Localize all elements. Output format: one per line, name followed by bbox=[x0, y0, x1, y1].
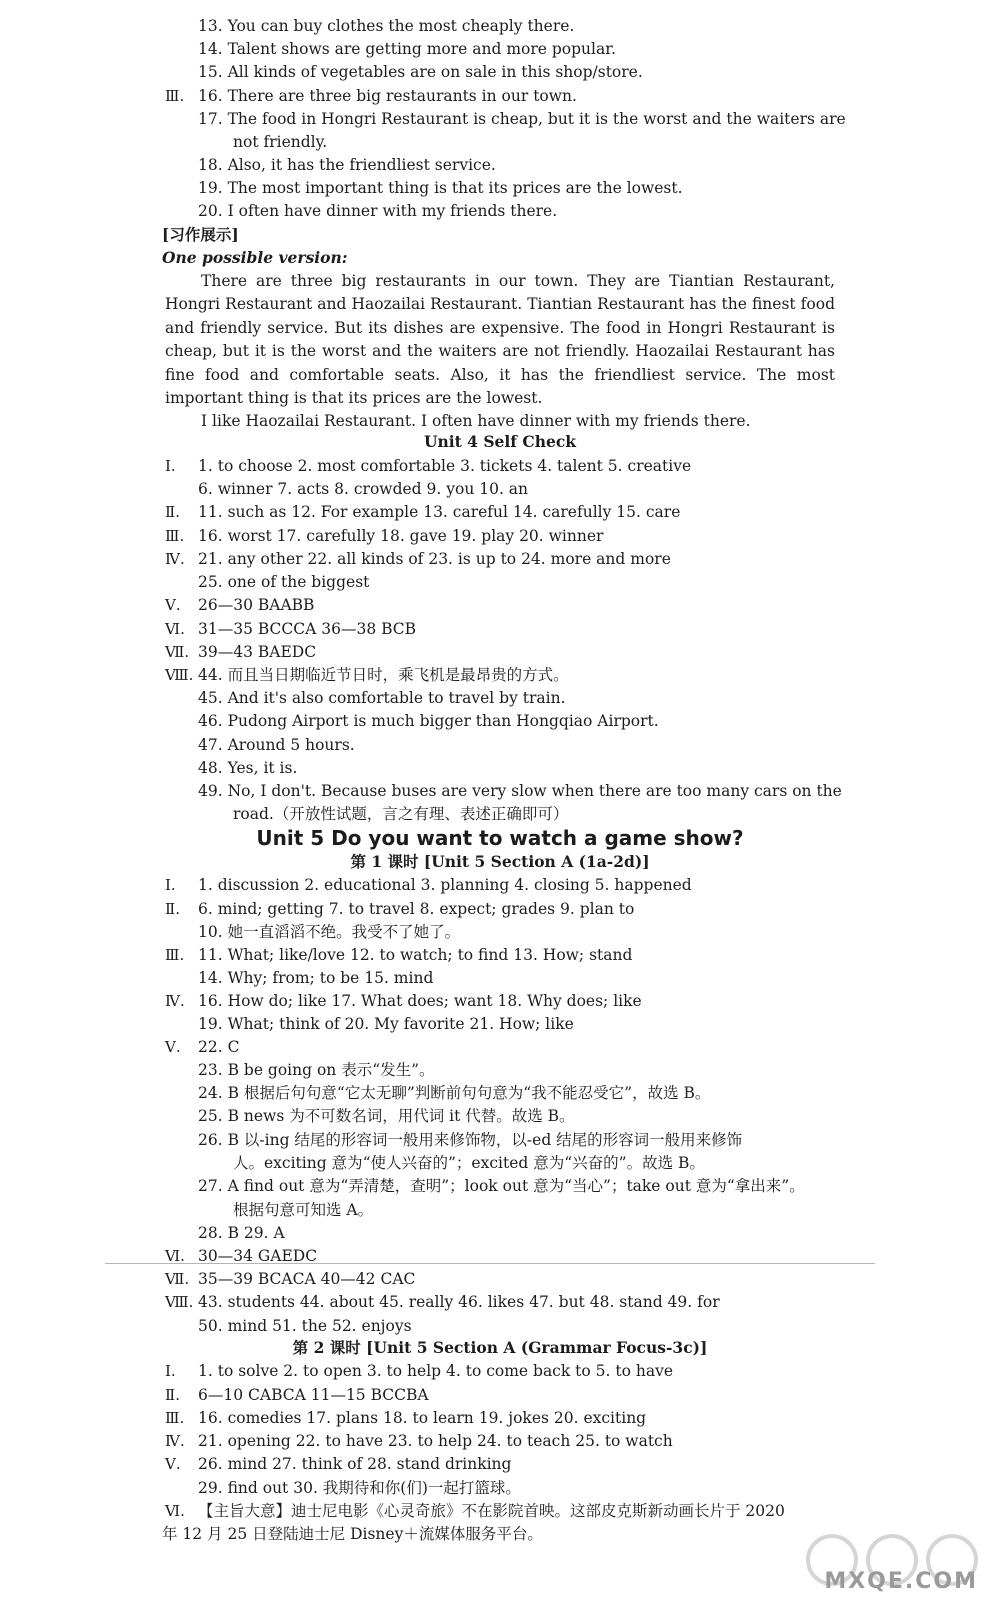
answer-line: 43. students 44. about 45. really 46. likes 47. but 48. stand 49. for bbox=[198, 1293, 720, 1311]
answer-line: 14. Talent shows are getting more and more popular. bbox=[198, 40, 616, 58]
answer-line: 19. The most important thing is that its prices are the lowest. bbox=[198, 179, 683, 197]
section-numeral: Ⅱ. bbox=[165, 1386, 180, 1404]
answer-line: 16. comedies 17. plans 18. to learn 19. jokes 20. exciting bbox=[198, 1409, 647, 1427]
section-numeral: Ⅶ. bbox=[165, 1270, 190, 1288]
self-check-title: Unit 4 Self Check bbox=[423, 432, 577, 451]
answer-line: 22. C bbox=[198, 1038, 240, 1056]
answer-line: 26. B 以-ing 结尾的形容词一般用来修饰物，以-ed 结尾的形容词一般用来修饰 bbox=[198, 1131, 743, 1149]
section-numeral: Ⅵ. bbox=[165, 1502, 185, 1520]
answer-line: 11. What; like/love 12. to watch; to find 13. How; stand bbox=[198, 946, 633, 964]
essay-body bbox=[165, 270, 835, 434]
section-numeral: Ⅵ. bbox=[165, 1247, 185, 1265]
answer-line: 6. mind; getting 7. to travel 8. expect; grades 9. plan to bbox=[198, 900, 635, 918]
answer-line: 【主旨大意】迪士尼电影《心灵奇旅》不在影院首映。这部皮克斯新动画长片于 2020 bbox=[198, 1502, 785, 1520]
section-numeral: Ⅷ. bbox=[165, 1293, 194, 1311]
section-numeral: Ⅱ. bbox=[165, 503, 180, 521]
answer-line: 45. And it's also comfortable to travel by train. bbox=[198, 689, 566, 707]
section-numeral: Ⅷ. bbox=[165, 666, 194, 684]
section-numeral: Ⅲ. bbox=[165, 946, 185, 964]
section-numeral: Ⅳ. bbox=[165, 1432, 185, 1450]
section-numeral: Ⅲ. bbox=[165, 527, 185, 545]
section-numeral: Ⅳ. bbox=[165, 550, 185, 568]
section-numeral: Ⅶ. bbox=[165, 643, 190, 661]
section-numeral: Ⅰ. bbox=[165, 876, 176, 894]
answer-line: 39—43 BAEDC bbox=[198, 643, 317, 661]
answer-line: 25. one of the biggest bbox=[198, 573, 370, 591]
section-numeral: Ⅰ. bbox=[165, 457, 176, 475]
answer-line: 26. mind 27. think of 28. stand drinking bbox=[198, 1455, 512, 1473]
answer-line: 人。exciting 意为“使人兴奋的”；excited 意为“兴奋的”。故选 B。 bbox=[233, 1154, 705, 1172]
answer-line: 31—35 BCCCA 36—38 BCB bbox=[198, 620, 417, 638]
answer-line: 29. find out 30. 我期待和你(们)一起打篮球。 bbox=[198, 1479, 521, 1497]
answer-line: 13. You can buy clothes the most cheaply there. bbox=[198, 17, 575, 35]
answer-line: 46. Pudong Airport is much bigger than Hongqiao Airport. bbox=[198, 712, 659, 730]
answer-line: 26—30 BAABB bbox=[198, 596, 315, 614]
essay-paragraph-1: There are three big restaurants in our town. They are Tiantian Restaurant, Hongri Restaurant and Haozailai Restaurant. Tiantian Restaurant has the finest food and friendly service. But its dishes are expensive. The food in Hongri Restaurant is cheap, but it is the worst and the waiters are not friendly. Haozailai Restaurant has fine food and comfortable seats. Also, it has the friendliest service. The most important thing is that its prices are the lowest. bbox=[165, 272, 835, 408]
unit5-title: Unit 5 Do you want to watch a game show? bbox=[256, 826, 744, 850]
answer-line: road.（开放性试题，言之有理、表述正确即可） bbox=[233, 805, 569, 823]
section-numeral: Ⅵ. bbox=[165, 620, 185, 638]
essay-subtitle: One possible version: bbox=[162, 248, 348, 267]
answer-line: 1. to solve 2. to open 3. to help 4. to come back to 5. to have bbox=[198, 1362, 674, 1380]
answer-line: 44. 而且当日期临近节日时，乘飞机是最昂贵的方式。 bbox=[198, 666, 569, 684]
answer-line: 16. How do; like 17. What does; want 18. Why does; like bbox=[198, 992, 642, 1010]
answer-line: 年 12 月 25 日登陆迪士尼 Disney＋流媒体服务平台。 bbox=[162, 1525, 543, 1543]
answer-line: 50. mind 51. the 52. enjoys bbox=[198, 1317, 412, 1335]
section-numeral: Ⅰ. bbox=[165, 1362, 176, 1380]
section-numeral: Ⅴ. bbox=[165, 596, 181, 614]
answer-line: 10. 她一直滔滔不绝。我受不了她了。 bbox=[198, 923, 461, 941]
section-numeral: Ⅴ. bbox=[165, 1455, 181, 1473]
answer-line: 1. to choose 2. most comfortable 3. tickets 4. talent 5. creative bbox=[198, 457, 692, 475]
answer-line: 49. No, I don't. Because buses are very slow when there are too many cars on the bbox=[198, 782, 842, 800]
answer-line: 25. B news 为不可数名词，用代词 it 代替。故选 B。 bbox=[198, 1107, 575, 1125]
section-numeral: Ⅱ. bbox=[165, 900, 180, 918]
answer-line: 20. I often have dinner with my friends there. bbox=[198, 202, 558, 220]
answer-line: 14. Why; from; to be 15. mind bbox=[198, 969, 434, 987]
answer-line: 30—34 GAEDC bbox=[198, 1247, 318, 1265]
section-numeral: Ⅳ. bbox=[165, 992, 185, 1010]
answer-line: 11. such as 12. For example 13. careful 14. carefully 15. care bbox=[198, 503, 681, 521]
answer-line: 24. B 根据后句句意“它太无聊”判断前句句意为“我不能忍受它”，故选 B。 bbox=[198, 1084, 711, 1102]
answer-line: 35—39 BCACA 40—42 CAC bbox=[198, 1270, 416, 1288]
answer-line: 21. any other 22. all kinds of 23. is up to 24. more and more bbox=[198, 550, 671, 568]
section-numeral: Ⅴ. bbox=[165, 1038, 181, 1056]
answer-line: 28. B 29. A bbox=[198, 1224, 285, 1242]
lesson1-title: 第 1 课时 [Unit 5 Section A (1a-2d)] bbox=[350, 852, 650, 871]
section-numeral: Ⅲ. bbox=[165, 1409, 185, 1427]
answer-line: 15. All kinds of vegetables are on sale in this shop/store. bbox=[198, 63, 643, 81]
answer-line: not friendly. bbox=[233, 133, 328, 151]
essay-paragraph-2: I like Haozailai Restaurant. I often have dinner with my friends there. bbox=[201, 412, 751, 431]
answer-line: 47. Around 5 hours. bbox=[198, 736, 355, 754]
answer-line: 48. Yes, it is. bbox=[198, 759, 298, 777]
answer-line: 根据句意可知选 A。 bbox=[233, 1201, 374, 1219]
section-numeral: Ⅲ. bbox=[165, 87, 185, 105]
watermark-text: MXQE.COM bbox=[824, 1569, 978, 1594]
answer-line: 18. Also, it has the friendliest service. bbox=[198, 156, 496, 174]
answer-line: 27. A find out 意为“弄清楚，查明”；look out 意为“当心”；take out 意为“拿出来”。 bbox=[198, 1177, 805, 1195]
answer-line: 16. worst 17. carefully 18. gave 19. play 20. winner bbox=[198, 527, 604, 545]
lesson2-title: 第 2 课时 [Unit 5 Section A (Grammar Focus-3c)] bbox=[292, 1338, 708, 1357]
answer-line: 17. The food in Hongri Restaurant is cheap, but it is the worst and the waiters are bbox=[198, 110, 846, 128]
essay-tag: [习作展示] bbox=[162, 225, 239, 244]
answer-line: 6—10 CABCA 11—15 BCCBA bbox=[198, 1386, 429, 1404]
answer-line: 6. winner 7. acts 8. crowded 9. you 10. an bbox=[198, 480, 529, 498]
answer-line: 16. There are three big restaurants in our town. bbox=[198, 87, 577, 105]
answer-line: 21. opening 22. to have 23. to help 24. to teach 25. to watch bbox=[198, 1432, 673, 1450]
answer-line: 23. B be going on 表示“发生”。 bbox=[198, 1061, 435, 1079]
answer-line: 19. What; think of 20. My favorite 21. How; like bbox=[198, 1015, 574, 1033]
answer-line: 1. discussion 2. educational 3. planning 4. closing 5. happened bbox=[198, 876, 692, 894]
fold-line bbox=[105, 1263, 875, 1264]
